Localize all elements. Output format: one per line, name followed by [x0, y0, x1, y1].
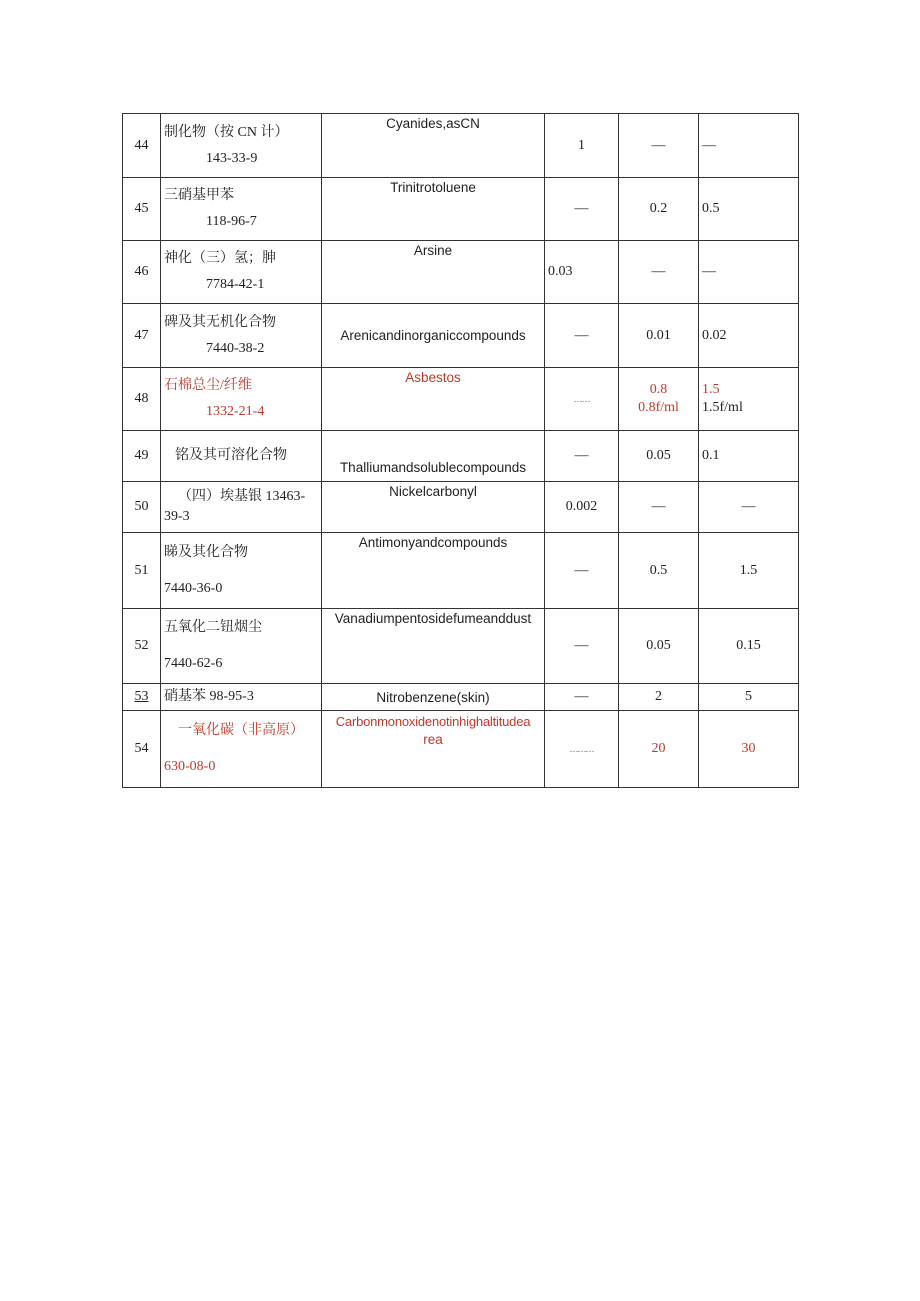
cas-number: 7440-36-0	[164, 580, 223, 596]
pc-twa-value: —	[619, 114, 699, 178]
pc-stel-value: 0.15	[699, 609, 799, 684]
chinese-name-cell	[161, 711, 322, 788]
chinese-name-cell	[161, 241, 322, 304]
pc-twa-value: —	[619, 241, 699, 304]
mac-value: —	[545, 178, 619, 241]
chinese-name-cell	[161, 533, 322, 609]
chinese-name: 神化（三）氢；胂	[164, 251, 276, 266]
english-name-continued: rea	[423, 732, 443, 747]
pc-stel-value: 0.02	[699, 304, 799, 368]
english-name: Cyanides,asCN	[322, 114, 545, 178]
mac-value: 1	[545, 114, 619, 178]
table-row	[123, 684, 799, 711]
row-number: 44	[123, 114, 161, 178]
table-row	[123, 368, 799, 431]
pc-twa-value: —	[619, 482, 699, 533]
table-row	[123, 178, 799, 241]
table-row	[123, 304, 799, 368]
row-number: 49	[123, 431, 161, 482]
mac-value: —	[545, 684, 619, 711]
row-number: 45	[123, 178, 161, 241]
chinese-name: 睇及其化合物	[164, 544, 248, 560]
pc-twa-value: 0.2	[619, 178, 699, 241]
pc-stel-value: —	[699, 482, 799, 533]
chinese-name-cell	[161, 368, 322, 431]
english-name: Carbonmonoxidenotinhighaltitudea	[335, 714, 531, 729]
row-number: 53	[134, 689, 149, 704]
mac-value: ……	[573, 394, 590, 404]
pc-twa-value: 0.5	[619, 533, 699, 609]
mac-value: —	[545, 533, 619, 609]
cas-number: 7440-62-6	[164, 656, 223, 671]
mac-value: ………	[569, 744, 594, 754]
pc-twa-value: 0.8	[649, 382, 668, 397]
chinese-name-cell	[161, 609, 322, 684]
mac-value: 0.03	[545, 241, 619, 304]
pc-stel-value: 0.1	[699, 431, 799, 482]
row-number: 48	[123, 368, 161, 431]
table-row	[123, 533, 799, 609]
row-number: 54	[123, 711, 161, 788]
pc-stel-value: 1.5	[699, 533, 799, 609]
table-row	[123, 241, 799, 304]
chinese-name-cell	[161, 304, 322, 368]
exposure-limits-table	[122, 113, 799, 788]
row-number: 52	[123, 609, 161, 684]
pc-stel-value: 30	[699, 711, 799, 788]
cas-number: 7784-42-1	[206, 277, 265, 292]
pc-stel-cell	[699, 368, 799, 431]
chinese-name-cell	[161, 482, 322, 533]
pc-stel-fiber-value: 1.5f/ml	[702, 400, 743, 415]
chinese-name: 石棉总尘/纤维	[164, 378, 252, 393]
cas-number: 39-3	[164, 509, 190, 524]
pc-twa-value: 0.05	[619, 431, 699, 482]
table-row	[123, 711, 799, 788]
row-number: 46	[123, 241, 161, 304]
pc-stel-value: —	[699, 241, 799, 304]
chinese-name: 一氧化碳（非高原）	[178, 723, 304, 738]
english-name: Nitrobenzene(skin)	[322, 684, 545, 711]
pc-twa-value: 2	[619, 684, 699, 711]
cas-number: 143-33-9	[206, 150, 258, 166]
pc-twa-value: 20	[619, 711, 699, 788]
english-name: Thalliumandsolublecompounds	[322, 431, 545, 482]
cas-number: 7440-38-2	[206, 340, 265, 356]
chinese-name: 碑及其无机化合物	[164, 314, 276, 330]
pc-stel-value: 1.5	[702, 382, 720, 397]
pc-twa-fiber-value: 0.8f/ml	[638, 400, 679, 415]
pc-stel-value: 0.5	[699, 178, 799, 241]
english-name: Vanadiumpentosidefumeanddust	[322, 609, 545, 684]
cas-number: 118-96-7	[206, 214, 257, 229]
english-name: Trinitrotoluene	[322, 178, 545, 241]
mac-value: —	[545, 304, 619, 368]
cas-number: 1332-21-4	[206, 404, 265, 419]
chinese-name: （四）埃基银 13463-	[178, 489, 306, 504]
english-name: Nickelcarbonyl	[322, 482, 545, 533]
chinese-name: 硝基苯 98-95-3	[161, 684, 322, 711]
english-name: Antimonyandcompounds	[322, 533, 545, 609]
table-row	[123, 431, 799, 482]
table-row	[123, 609, 799, 684]
english-name: Asbestos	[322, 368, 545, 431]
row-number: 50	[123, 482, 161, 533]
english-name: Arsine	[322, 241, 545, 304]
chinese-name-cell	[161, 178, 322, 241]
table-row	[123, 114, 799, 178]
chinese-name-cell	[161, 114, 322, 178]
mac-value: —	[545, 431, 619, 482]
chinese-name: 铭及其可溶化合物	[161, 431, 322, 482]
mac-value: —	[545, 609, 619, 684]
pc-twa-cell	[619, 368, 699, 431]
pc-twa-value: 0.01	[619, 304, 699, 368]
pc-stel-value: 5	[699, 684, 799, 711]
chinese-name: 三硝基甲苯	[164, 188, 234, 203]
english-name: Arenicandinorganiccompounds	[322, 304, 545, 368]
english-name-cell	[322, 711, 545, 788]
row-number: 47	[123, 304, 161, 368]
pc-twa-value: 0.05	[619, 609, 699, 684]
mac-value: 0.002	[545, 482, 619, 533]
chinese-name: 制化物（按 CN 计）	[164, 124, 289, 140]
row-number: 51	[123, 533, 161, 609]
pc-stel-value: —	[699, 114, 799, 178]
chinese-name: 五氧化二钮烟尘	[164, 620, 262, 635]
cas-number: 630-08-0	[164, 759, 216, 774]
table-row	[123, 482, 799, 533]
